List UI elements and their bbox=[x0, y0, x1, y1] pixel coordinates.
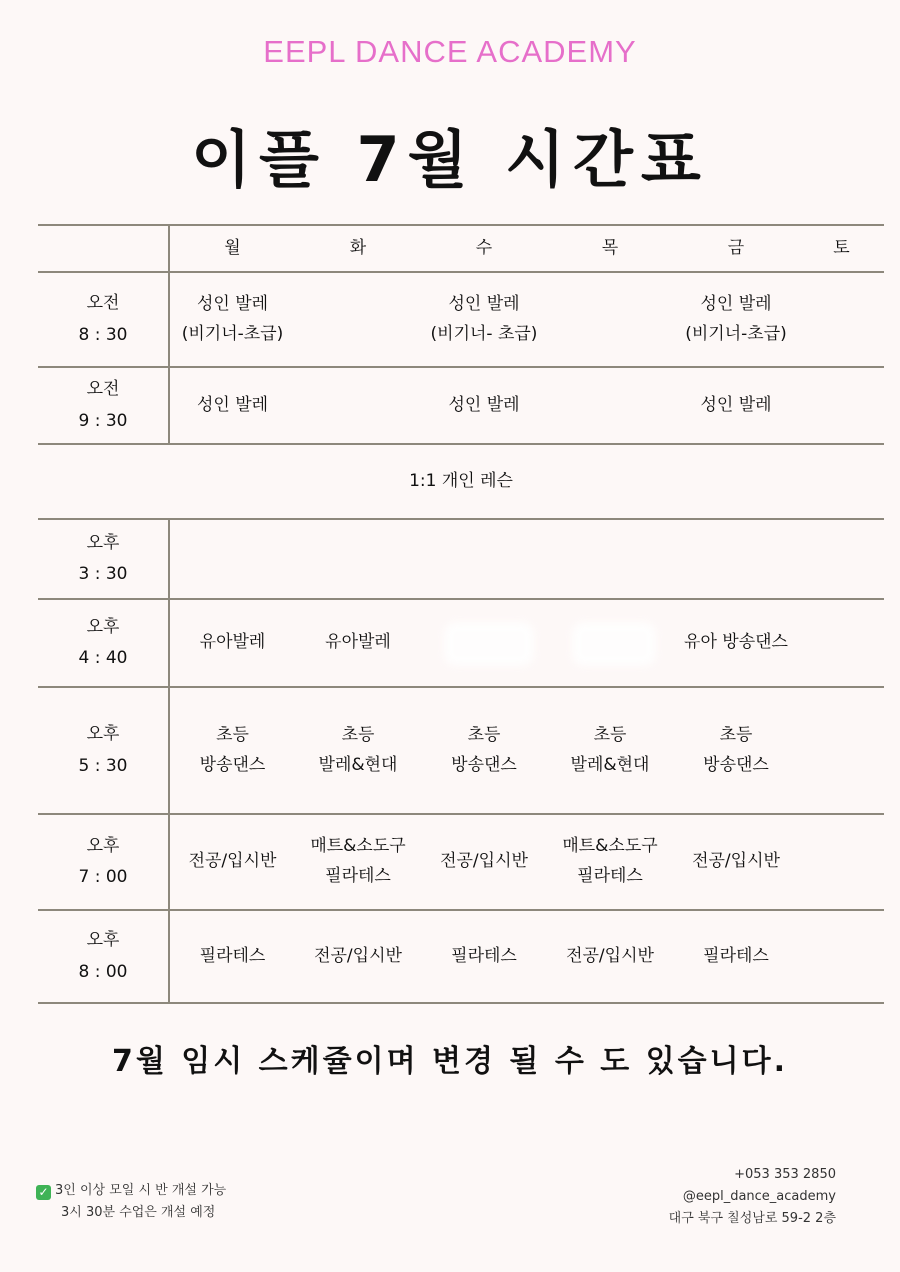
class-cell bbox=[421, 367, 547, 444]
class-level: (비기너- 초급) bbox=[430, 323, 538, 344]
class-name: 전공/입시반 bbox=[188, 851, 277, 872]
class-level: 초등 bbox=[593, 724, 627, 745]
class-cell bbox=[673, 272, 799, 367]
class-name: 필라테스 bbox=[325, 866, 391, 886]
class-cell bbox=[547, 910, 673, 1003]
day-header: 금 bbox=[673, 225, 799, 272]
day-header: 월 bbox=[169, 225, 295, 272]
check-mark-icon: ✓ bbox=[36, 1185, 51, 1200]
class-name: 성인 발레 bbox=[448, 394, 520, 415]
schedule-notice: 7월 임시 스케쥴이며 변경 될 수 도 있습니다. bbox=[111, 1044, 789, 1079]
class-name: 방송댄스 bbox=[451, 754, 517, 775]
footer-note-text: 3인 이상 모일 시 반 개설 가능 bbox=[55, 1183, 227, 1198]
class-level: 초등 bbox=[467, 724, 501, 745]
time-period: 오후 bbox=[86, 616, 120, 637]
day-header: 목 bbox=[547, 225, 673, 272]
table-row bbox=[38, 444, 884, 519]
empty-cell bbox=[547, 599, 673, 687]
table-row bbox=[38, 272, 884, 367]
class-cell bbox=[295, 910, 421, 1003]
class-name: 유아발레 bbox=[199, 632, 266, 653]
class-cell bbox=[295, 687, 421, 814]
class-name: 전공/입시반 bbox=[440, 851, 528, 872]
empty-cell bbox=[421, 519, 547, 599]
timetable-header-row bbox=[38, 225, 884, 272]
empty-cell bbox=[799, 519, 884, 599]
table-row bbox=[38, 910, 884, 1003]
class-cell bbox=[547, 687, 673, 814]
time-value: 3 : 30 bbox=[78, 564, 128, 584]
class-name: 방송댄스 bbox=[703, 754, 769, 775]
time-period: 오후 bbox=[86, 724, 120, 745]
class-name: 성인 발레 bbox=[448, 293, 520, 314]
class-cell bbox=[169, 367, 295, 444]
class-cell bbox=[169, 814, 295, 910]
empty-cell bbox=[169, 519, 295, 599]
class-name: 전공/입시반 bbox=[314, 945, 402, 966]
empty-cell bbox=[547, 272, 673, 367]
empty-cell bbox=[799, 910, 884, 1003]
time-value: 8 : 00 bbox=[78, 961, 128, 982]
time-cell bbox=[38, 599, 169, 687]
empty-cell bbox=[799, 687, 884, 814]
class-name: 성인 발레 bbox=[700, 293, 772, 314]
class-name: 발레&현대 bbox=[570, 754, 650, 775]
class-cell bbox=[421, 272, 547, 367]
class-name: 발레&현대 bbox=[318, 754, 398, 775]
empty-cell bbox=[547, 367, 673, 444]
page-title: 이플 7월 시간표 bbox=[191, 123, 709, 196]
private-lesson-label: 1:1 개인 레슨 bbox=[409, 471, 513, 492]
class-cell bbox=[169, 272, 295, 367]
footer-note bbox=[36, 1202, 226, 1224]
empty-cell bbox=[799, 367, 884, 444]
time-period: 오후 bbox=[86, 930, 120, 951]
class-name: 필라테스 bbox=[451, 945, 517, 966]
timetable bbox=[38, 224, 884, 1004]
phone-number: +053 353 2850 bbox=[734, 1167, 836, 1182]
footer-note-text: 3시 30분 수업은 개설 예정 bbox=[61, 1205, 216, 1220]
class-cell bbox=[169, 910, 295, 1003]
time-value: 4 : 40 bbox=[78, 648, 128, 668]
empty-cell bbox=[421, 599, 547, 687]
footer-note bbox=[36, 1180, 226, 1202]
class-cell bbox=[673, 367, 799, 444]
class-level: 초등 bbox=[341, 724, 375, 745]
header-corner bbox=[38, 225, 169, 272]
class-name: 필라테스 bbox=[577, 866, 643, 886]
class-cell bbox=[295, 599, 421, 687]
footer-notes bbox=[36, 1180, 226, 1224]
class-name: 전공/입시반 bbox=[566, 945, 654, 966]
class-cell bbox=[421, 814, 547, 910]
class-name: 전공/입시반 bbox=[692, 851, 780, 872]
time-period: 오전 bbox=[86, 379, 120, 400]
class-name: 성인 발레 bbox=[196, 293, 269, 314]
empty-cell bbox=[673, 519, 799, 599]
time-cell bbox=[38, 814, 169, 910]
class-cell bbox=[673, 910, 799, 1003]
class-name: 성인 발레 bbox=[700, 394, 772, 415]
time-period: 오후 bbox=[86, 532, 120, 553]
time-value: 9 : 30 bbox=[78, 410, 128, 431]
time-value: 7 : 00 bbox=[78, 867, 128, 887]
contact-info bbox=[669, 1164, 836, 1230]
instagram-handle: @eepl_dance_academy bbox=[682, 1189, 836, 1204]
empty-cell bbox=[799, 599, 884, 687]
academy-name: EEPL DANCE ACADEMY bbox=[263, 34, 637, 69]
class-cell bbox=[169, 599, 295, 687]
time-period: 오후 bbox=[86, 835, 120, 856]
class-name: 방송댄스 bbox=[199, 754, 266, 775]
class-cell bbox=[169, 687, 295, 814]
class-cell bbox=[421, 687, 547, 814]
time-value: 8 : 30 bbox=[78, 324, 128, 345]
time-cell bbox=[38, 910, 169, 1003]
day-header: 토 bbox=[799, 225, 884, 272]
class-name: 성인 발레 bbox=[196, 394, 269, 415]
time-value: 5 : 30 bbox=[78, 755, 128, 776]
day-header: 수 bbox=[421, 225, 547, 272]
table-row bbox=[38, 367, 884, 444]
table-row bbox=[38, 519, 884, 599]
time-cell bbox=[38, 367, 169, 444]
class-name: 필라테스 bbox=[199, 945, 266, 966]
table-row bbox=[38, 687, 884, 814]
class-level: (비기너-초급) bbox=[685, 323, 787, 344]
class-name: 매트&소도구 bbox=[310, 836, 406, 857]
private-lesson-row bbox=[38, 444, 884, 519]
address: 대구 북구 칠성남로 59-2 2층 bbox=[668, 1211, 836, 1226]
day-header: 화 bbox=[295, 225, 421, 272]
empty-cell bbox=[295, 519, 421, 599]
class-cell bbox=[673, 687, 799, 814]
class-name: 필라테스 bbox=[703, 945, 769, 966]
class-name: 매트&소도구 bbox=[562, 836, 658, 857]
class-level: (비기너-초급) bbox=[181, 323, 284, 344]
class-name: 유아발레 bbox=[325, 632, 391, 653]
time-cell bbox=[38, 687, 169, 814]
time-cell bbox=[38, 272, 169, 367]
class-cell bbox=[295, 814, 421, 910]
class-cell bbox=[673, 814, 799, 910]
time-cell bbox=[38, 519, 169, 599]
class-cell bbox=[421, 910, 547, 1003]
empty-cell bbox=[295, 367, 421, 444]
time-period: 오전 bbox=[86, 293, 120, 314]
empty-cell bbox=[799, 814, 884, 910]
class-cell bbox=[547, 814, 673, 910]
class-level: 초등 bbox=[719, 724, 753, 745]
empty-cell bbox=[295, 272, 421, 367]
class-cell bbox=[673, 599, 799, 687]
class-name: 유아 방송댄스 bbox=[684, 632, 788, 653]
empty-cell bbox=[799, 272, 884, 367]
table-row bbox=[38, 599, 884, 687]
table-row bbox=[38, 814, 884, 910]
class-level: 초등 bbox=[216, 724, 249, 745]
empty-cell bbox=[547, 519, 673, 599]
